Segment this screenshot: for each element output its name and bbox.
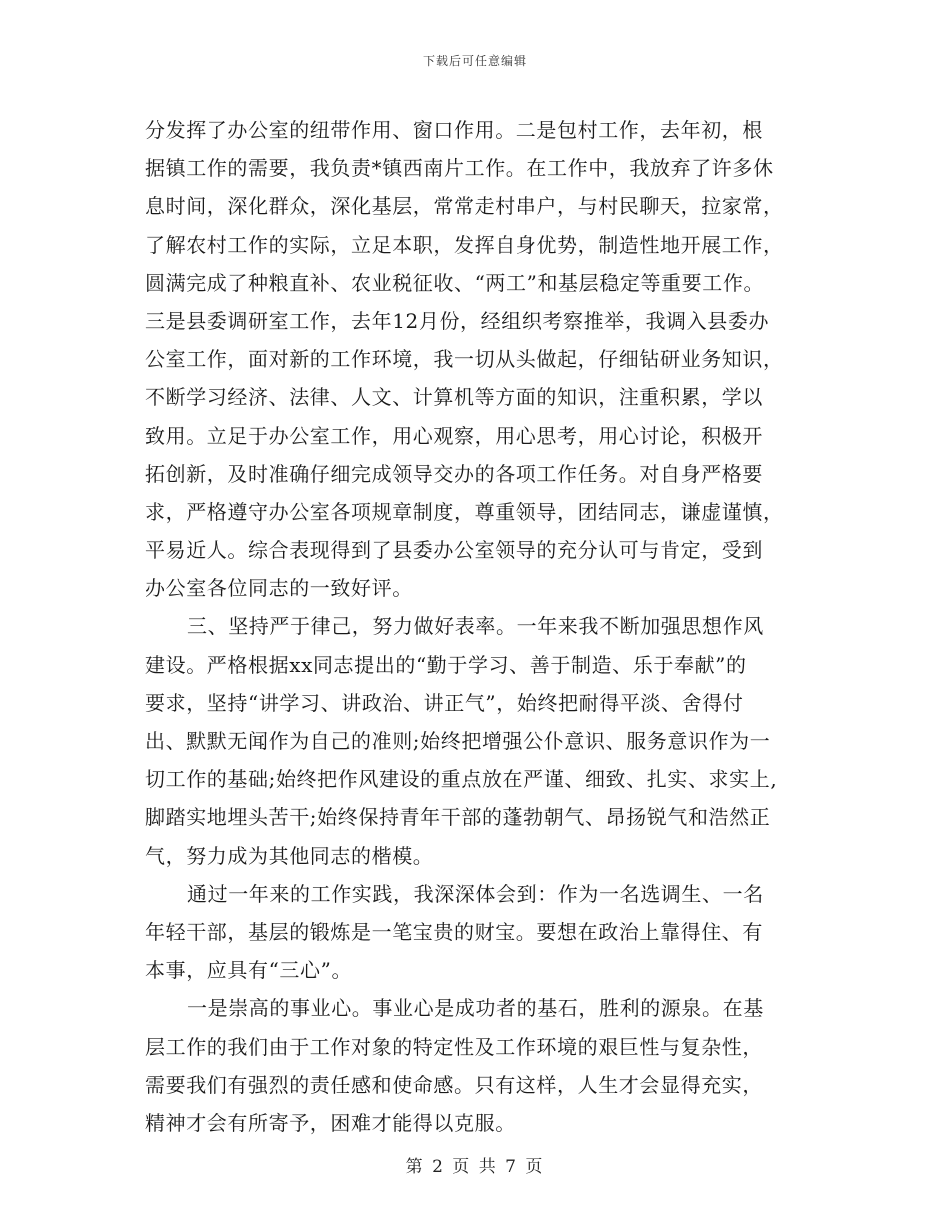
text-line: 气，努力成为其他同志的楷模。 [145,843,434,868]
text-line: 三是县委调研室工作，去年12月份，经组织考察推举，我调入县委办 [145,308,770,333]
text-line: 息时间，深化群众，深化基层，常常走村串户，与村民聊天，拉家常， [145,194,784,219]
text-line: 致用。立足于办公室工作，用心观察，用心思考，用心讨论，积极开 [145,423,763,448]
text-line: 精神才会有所寄予，困难才能得以克服。 [145,1110,516,1135]
text-line: 建设。严格根据xx同志提出的“勤于学习、善于制造、乐于奉献”的 [145,652,747,677]
text-line: 了解农村工作的实际，立足本职，发挥自身优势，制造性地开展工作， [145,232,784,257]
document-body [145,111,815,1142]
text-line: 脚踏实地埋头苦干;始终保持青年干部的蓬勃朝气、昂扬锐气和浩然正 [145,805,771,830]
text-line: 通过一年来的工作实践，我深深体会到：作为一名选调生、一名 [187,881,764,906]
text-line: 公室工作，面对新的工作环境，我一切从头做起，仔细钻研业务知识， [145,347,784,372]
header-note: 下载后可任意编辑 [422,54,527,68]
text-line: 办公室各位同志的一致好评。 [145,576,413,601]
text-line: 出、默默无闻作为自己的准则;始终把增强公仆意识、服务意识作为一 [145,729,771,753]
text-line: 要求，坚持“讲学习、讲政治、讲正气”，始终把耐得平淡、舍得付 [145,690,744,715]
text-line: 求，严格遵守办公室各项规章制度，尊重领导，团结同志，谦虚谨慎， [145,499,784,524]
text-line: 切工作的基础;始终把作风建设的重点放在严谨、细致、扎实、求实上, [145,767,778,792]
text-line: 本事，应具有“三心”。 [145,958,353,983]
text-line: 平易近人。综合表现得到了县委办公室领导的充分认可与肯定，受到 [145,538,763,563]
text-line: 圆满完成了种粮直补、农业税征收、“两工”和基层稳定等重要工作。 [145,270,765,295]
page-number-footer: 第 2 页 共 7 页 [405,1157,545,1177]
text-line: 需要我们有强烈的责任感和使命感。只有这样，人生才会显得充实， [145,1072,763,1097]
text-line: 一是崇高的事业心。事业心是成功者的基石，胜利的源泉。在基 [187,996,764,1021]
text-line: 层工作的我们由于工作对象的特定性及工作环境的艰巨性与复杂性， [145,1034,763,1059]
text-line: 不断学习经济、法律、人文、计算机等方面的知识，注重积累，学以 [145,385,763,410]
text-line: 拓创新，及时准确仔细完成领导交办的各项工作任务。对自身严格要 [145,461,763,486]
text-line: 三、坚持严于律己，努力做好表率。一年来我不断加强思想作风 [187,614,764,639]
text-line: 分发挥了办公室的纽带作用、窗口作用。二是包村工作，去年初，根 [145,118,763,142]
text-line: 据镇工作的需要，我负责*镇西南片工作。在工作中，我放弃了许多休 [145,156,774,181]
text-line: 年轻干部，基层的锻炼是一笔宝贵的财宝。要想在政治上靠得住、有 [145,919,763,944]
